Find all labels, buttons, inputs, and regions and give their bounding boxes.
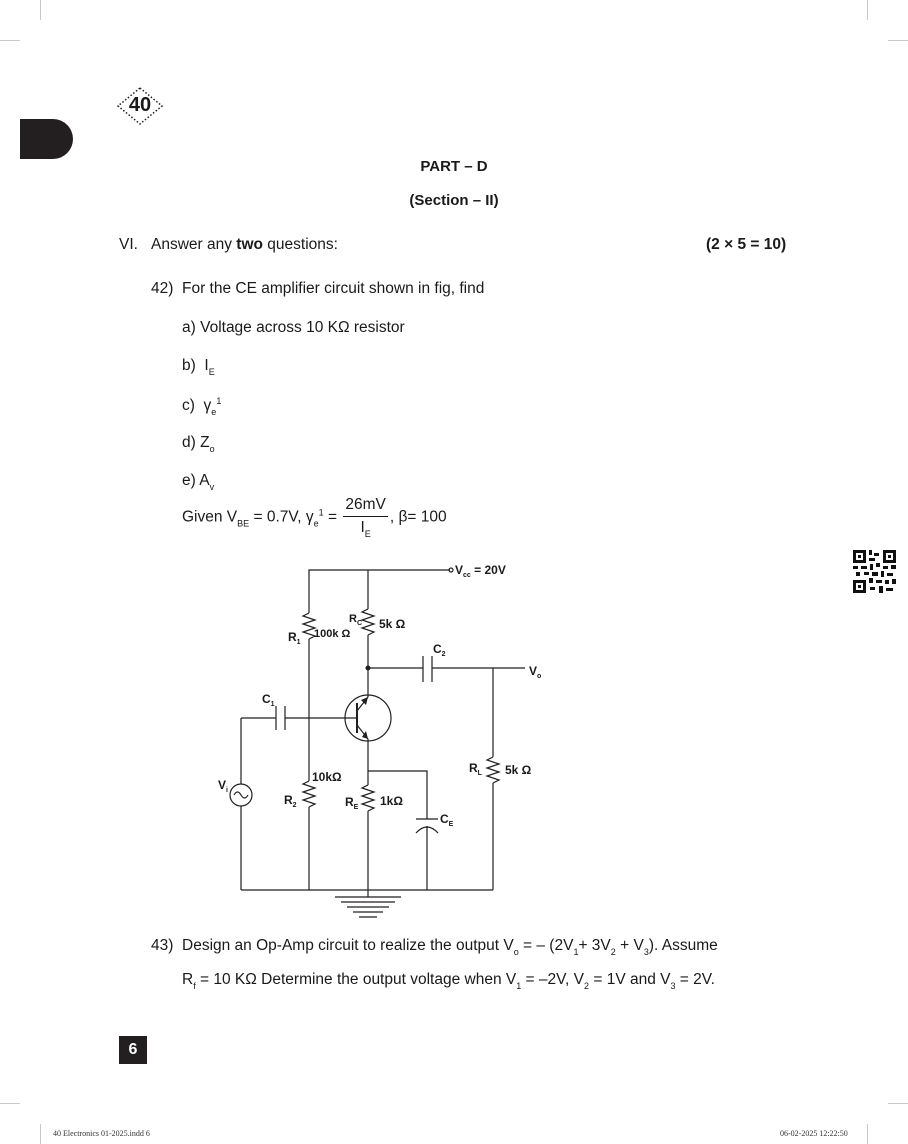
label-r2-value: 10kΩ [312,770,342,784]
badge-number: 40 [128,94,152,116]
q43-number: 43) [151,937,174,954]
label-rl: $R_L$ [469,761,482,777]
q42-part-a: a) Voltage across 10 KΩ resistor [182,319,405,336]
r2-resistor [303,781,315,807]
label-vi: $V_i$ [218,778,228,794]
rl-resistor [487,757,499,783]
q42-given: Given $V_{BE} = 0.7V$, $\gamma_e^1$ = $\frac{26mV}{I_E}$ , β= 100 [182,496,447,539]
qr-code [853,550,896,593]
q43-line1: Design an Op-Amp circuit to realize the output $V_o$ = – $(2V_1+ 3V_2 + V_3)$. Assume [182,937,718,957]
label-rl-value: 5k Ω [505,763,532,777]
label-c2: $C_2$ [433,642,446,658]
label-rc-value: 5k Ω [379,617,406,631]
page-number: 6 [119,1036,147,1064]
source-wave [234,792,248,798]
section-title: (Section – II) [409,192,499,209]
label-r1: $R_1$ [288,630,301,646]
q42-part-e: e) $A_v$ [182,472,215,492]
wire-top-rail [309,570,450,613]
label-c1: $C_1$ [262,692,275,708]
q42-number: 42) [151,280,174,297]
label-vo: $V_o$ [529,664,542,680]
rc-resistor [362,609,374,635]
label-re: $R_E$ [345,795,359,811]
label-re-value: 1kΩ [380,794,403,808]
q43-line2: $R_f = 10$ KΩ Determine the output voltage when $V_1 = -2V$, $V_2 = 1V$ and $V_3 = 2V$. [182,971,715,991]
q42-stem: For the CE amplifier circuit shown in fig, find [182,280,485,297]
label-r1-value: 100k Ω [314,628,351,640]
label-rc: $R_C$ [349,613,363,627]
re-resistor [362,785,374,811]
instruction-roman: VI. [119,236,138,253]
slug-file: 40 Electronics 01-2025.indd 6 [53,1129,150,1138]
q42-part-c: c) $\gamma_e^1$ [182,396,222,417]
junction-dot [366,666,371,671]
part-title: PART – D [420,158,488,175]
instruction-text: Answer any two questions: [151,236,338,253]
q42-part-b: b) $I_E$ [182,357,215,377]
q42-part-d: d) $Z_o$ [182,434,215,454]
marks: (2 × 5 = 10) [706,236,787,253]
label-r2: $R_2$ [284,793,297,809]
slug-timestamp: 06-02-2025 12:22:50 [780,1129,848,1138]
given-fraction: $\frac{26mV}{I_E}$ [345,496,386,539]
label-vcc: $V_{cc} = 20V$ [455,563,506,579]
label-ce: $C_E$ [440,812,454,828]
